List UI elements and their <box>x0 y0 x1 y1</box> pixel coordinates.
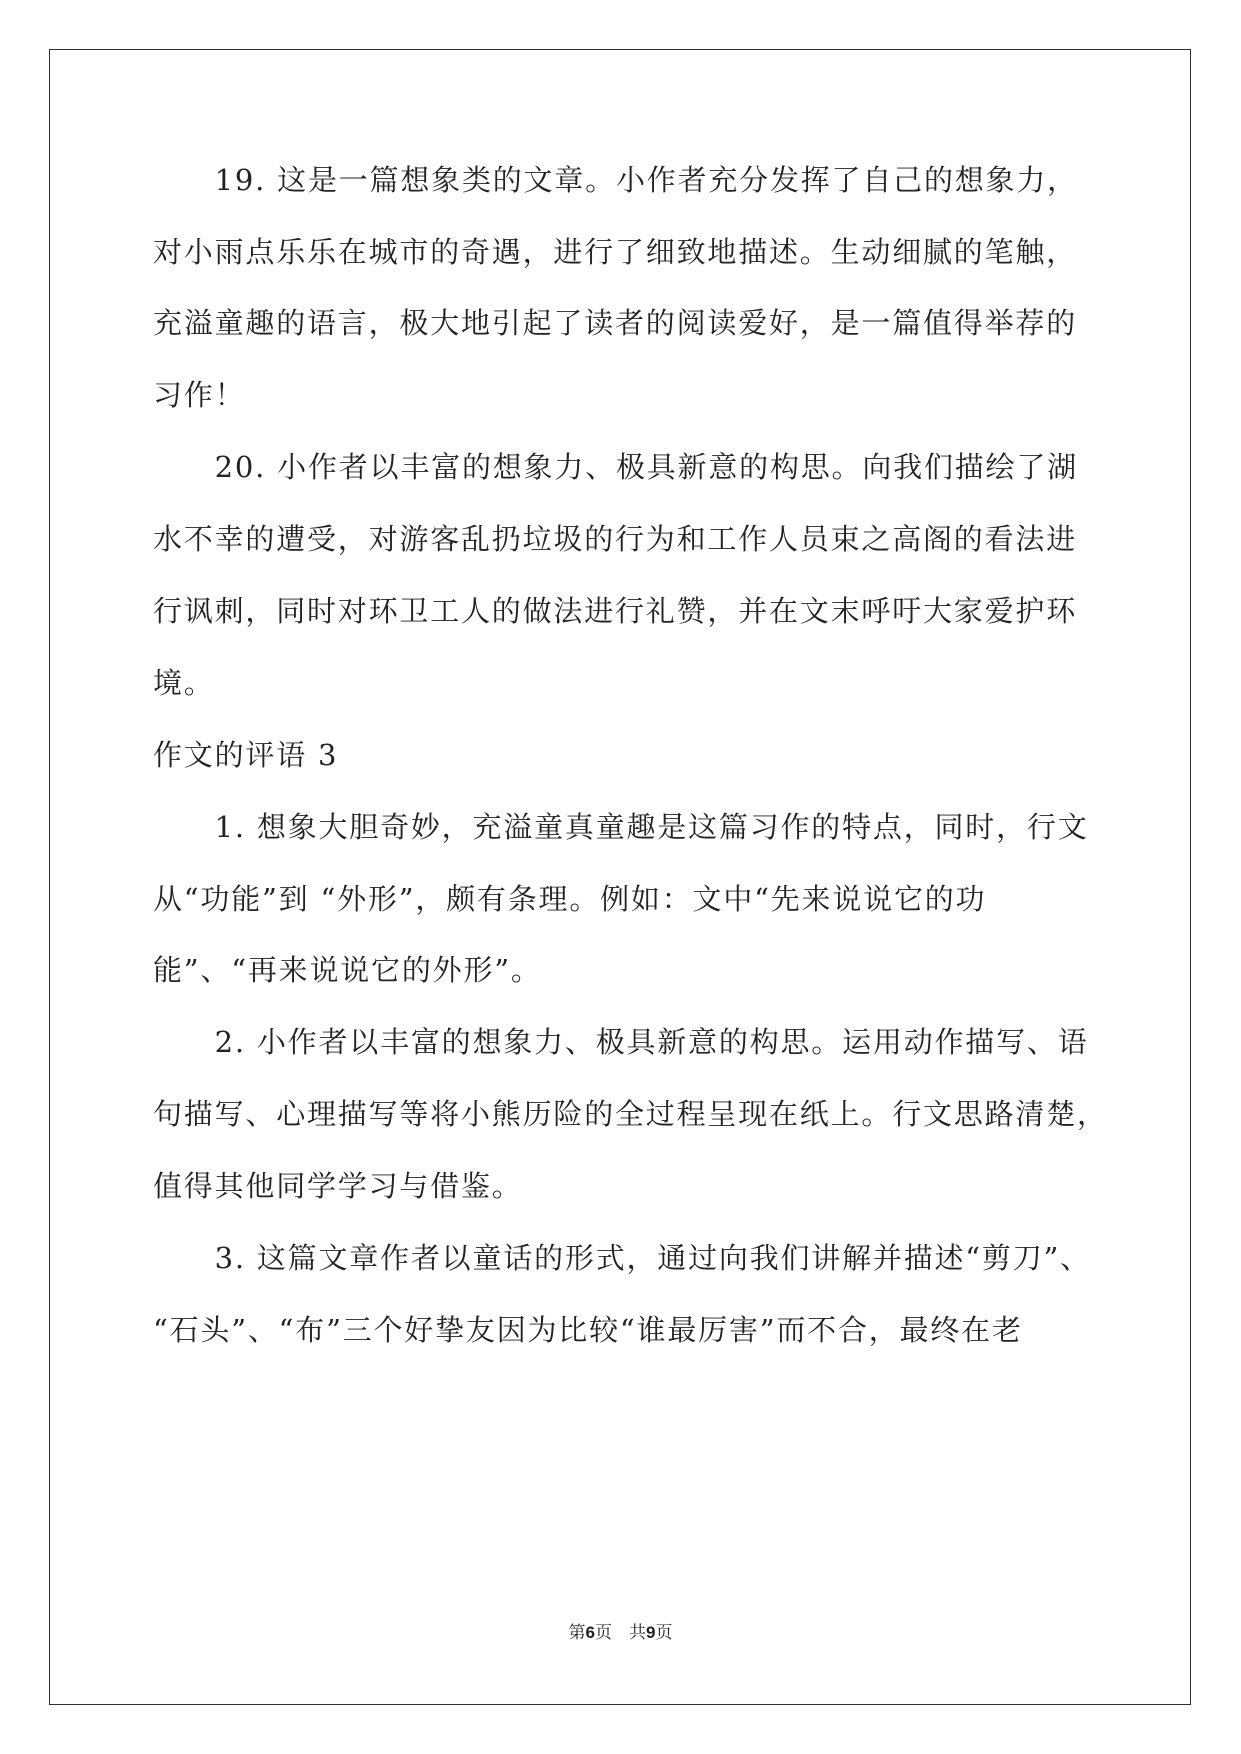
text-line: 句描写、心理描写等将小熊历险的全过程呈现在纸上。行文思路清楚， <box>153 1097 1108 1131</box>
text-line: 20. 小作者以丰富的想象力、极具新意的构思。向我们描绘了湖 <box>153 450 1078 484</box>
text-line: “石头”、“布”三个好挚友因为比较“谁最厉害”而不合，最终在老 <box>153 1313 1023 1347</box>
page-border <box>49 49 1191 1705</box>
text-line: 境。 <box>153 666 215 700</box>
text-line: 3. 这篇文章作者以童话的形式，通过向我们讲解并描述“剪刀”、 <box>153 1241 1091 1275</box>
text-line: 19. 这是一篇想象类的文章。小作者充分发挥了自己的想象力， <box>153 163 1078 197</box>
text-line: 1. 想象大胆奇妙，充溢童真童趣是这篇习作的特点，同时，行文 <box>153 810 1089 844</box>
text-line: 水不幸的遭受，对游客乱扔垃圾的行为和工作人员束之高阁的看法进 <box>153 522 1078 556</box>
section-heading: 作文的评语 3 <box>153 738 339 772</box>
page-label-middle: 页 共 <box>595 1623 646 1643</box>
page-label-prefix: 第 <box>568 1623 586 1643</box>
text-line: 能”、“再来说说它的外形”。 <box>153 953 542 987</box>
text-line: 对小雨点乐乐在城市的奇遇，进行了细致地描述。生动细腻的笔触， <box>153 235 1078 269</box>
current-page-number: 6 <box>585 1623 595 1642</box>
text-line: 行讽刺，同时对环卫工人的做法进行礼赞，并在文末呼吁大家爱护环 <box>153 594 1078 628</box>
page-label-suffix: 页 <box>655 1623 673 1643</box>
page-footer <box>0 1621 1241 1645</box>
text-line: 值得其他同学学习与借鉴。 <box>153 1169 523 1203</box>
text-line: 从“功能”到 “外形”，颇有条理。例如：文中“先来说说它的功 <box>153 882 987 916</box>
text-line: 2. 小作者以丰富的想象力、极具新意的构思。运用动作描写、语 <box>153 1025 1089 1059</box>
total-page-count: 9 <box>646 1623 656 1642</box>
text-line: 充溢童趣的语言，极大地引起了读者的阅读爱好，是一篇值得举荐的 <box>153 306 1078 340</box>
text-line: 习作！ <box>153 378 246 412</box>
